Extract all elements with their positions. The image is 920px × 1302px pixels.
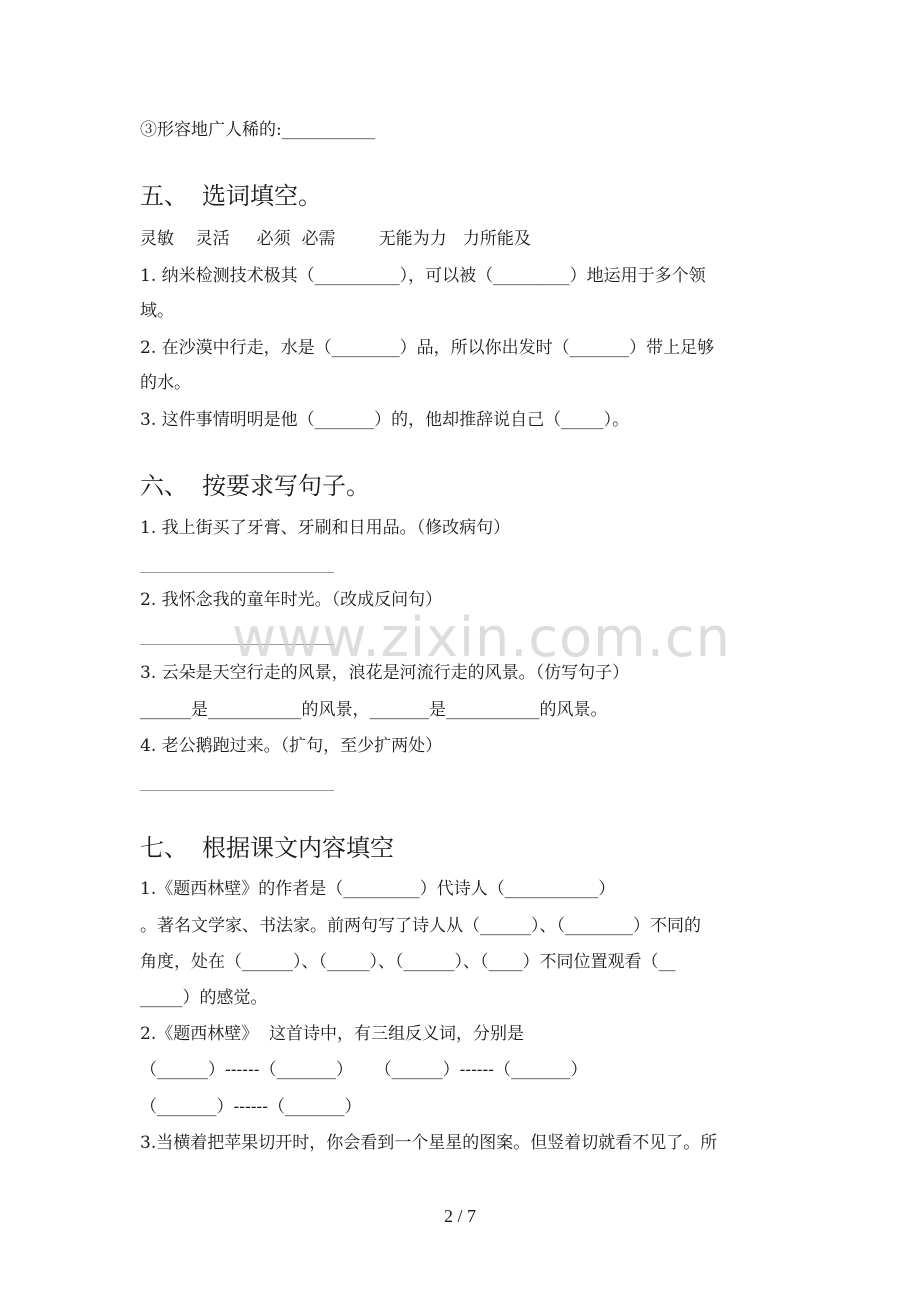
s7-line-7: （_______）------（_______） — [140, 1097, 362, 1117]
section-7-heading — [140, 832, 394, 864]
s6-answer-line-1 — [140, 572, 334, 573]
s7-line-3: 角度，处在（______）、（_____）、（______）、（____）不同位置观看（__ — [140, 952, 676, 972]
section-7-title: 根据课文内容填空 — [202, 834, 394, 862]
section-5-heading — [140, 180, 322, 212]
s7-line-8: 3.当横着把苹果切开时，你会看到一个星星的图案。但竖着切就看不见了。所 — [140, 1133, 718, 1153]
s6-question-3: 3. 云朵是天空行走的风景，浪花是河流行走的风景。（仿写句子） — [140, 663, 630, 683]
section-7-number: 七、 — [140, 834, 188, 862]
s5-item-2-cont: 的水。 — [140, 373, 191, 393]
section-5-title: 选词填空。 — [202, 182, 322, 210]
word-bank: 灵敏 灵活 必须 必需 无能为力 力所能及 — [140, 229, 531, 249]
s5-item-1-cont: 域。 — [140, 301, 174, 321]
s6-question-2: 2. 我怀念我的童年时光。（改成反问句） — [140, 590, 443, 610]
section-6-number: 六、 — [140, 472, 188, 500]
s6-question-3-blank: ______是___________的风景，_______是___________的风景。 — [140, 700, 608, 720]
s5-item-1: 1. 纳米检测技术极其（__________），可以被（_________）地运用于多个领 — [140, 266, 706, 286]
s6-answer-line-4 — [140, 790, 334, 791]
section-6-title: 按要求写句子。 — [202, 472, 370, 500]
s7-line-6: （______）------（_______） （______）------（_______） — [140, 1060, 588, 1080]
s7-line-1: 1.《题西林壁》的作者是（_________）代诗人（___________） — [140, 879, 616, 899]
s6-question-4: 4. 老公鹅跑过来。（扩句，至少扩两处） — [140, 736, 443, 756]
section-5-number: 五、 — [140, 182, 188, 210]
watermark: www.zixin.com.cn — [232, 606, 731, 669]
s7-line-4: _____）的感觉。 — [140, 988, 268, 1008]
s7-line-5: 2.《题西林壁》 这首诗中，有三组反义词，分别是 — [140, 1024, 525, 1044]
q4-item-3: ③形容地广人稀的:___________ — [140, 120, 376, 140]
s5-item-2: 2. 在沙漠中行走，水是（________）品，所以你出发时（_______）带上足够 — [140, 338, 715, 358]
s5-item-3: 3. 这件事情明明是他（_______）的，他却推辞说自己（_____）。 — [140, 410, 630, 430]
s7-line-2: 。著名文学家、书法家。前两句写了诗人从（______）、（________）不同的 — [140, 916, 701, 936]
page-number: 2 / 7 — [443, 1206, 476, 1226]
s6-question-1: 1. 我上街买了牙膏、牙刷和日用品。（修改病句） — [140, 518, 511, 538]
section-6-heading — [140, 470, 370, 502]
